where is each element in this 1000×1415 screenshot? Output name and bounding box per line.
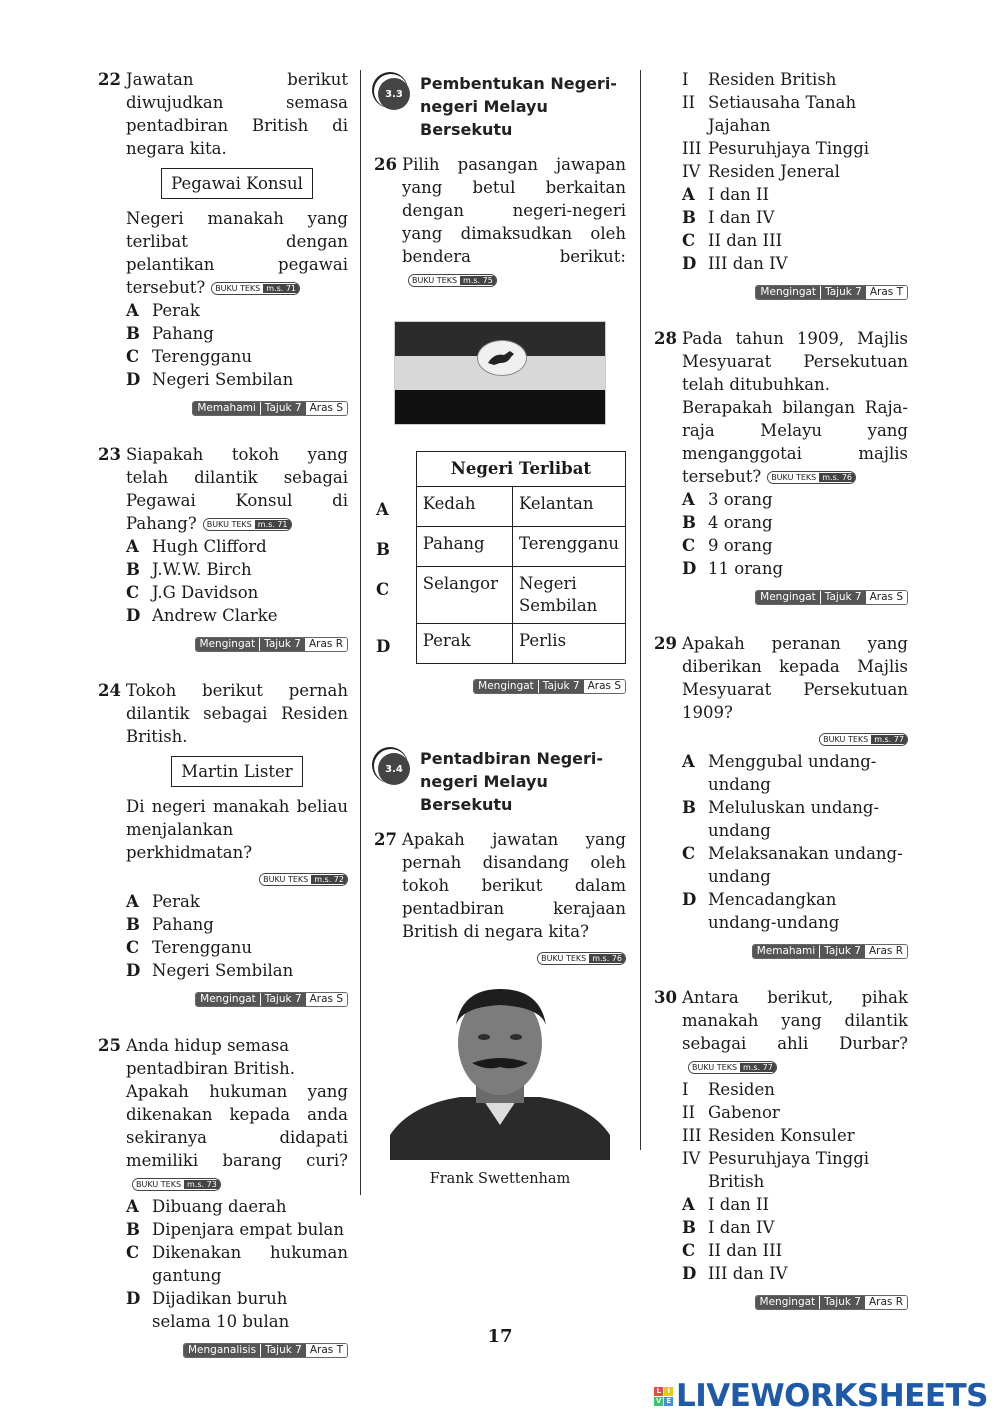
option-a[interactable]: A Menggubal undang-undang — [682, 752, 877, 794]
option-a[interactable]: A Dibuang daerah — [126, 1197, 287, 1216]
question-stem: Tokoh berikut pernah dilantik sebagai Residen British. — [126, 681, 348, 746]
option-c[interactable]: C II dan III — [682, 231, 783, 250]
textbook-ref: BUKU TEKS m.s. 72 — [259, 873, 348, 886]
info-box: Pegawai Konsul — [161, 168, 313, 199]
textbook-ref: BUKU TEKS m.s. 77 — [819, 733, 908, 746]
skill-tag: Menganalisis Tajuk 7 Aras T — [183, 1343, 348, 1358]
question-text: Negeri manakah yang terlibat dengan pelantikan pegawai tersebut? BUKU TEKS m.s. 71 — [126, 209, 348, 297]
question-30 — [654, 986, 908, 1311]
section-title: Pembentukan Negeri-negeri Melayu Bersekutu — [420, 74, 617, 139]
roman-item: I Residen British — [682, 70, 837, 89]
question-stem: Pada tahun 1909, Majlis Mesyuarat Persekutuan telah ditubuhkan. — [682, 329, 908, 394]
answer-table — [376, 451, 626, 664]
table-row[interactable]: C Selangor Negeri Sembilan — [376, 567, 626, 624]
question-24 — [98, 679, 348, 1008]
question-27 — [374, 828, 626, 1191]
option-b[interactable]: B I dan IV — [682, 208, 775, 227]
textbook-ref: BUKU TEKS m.s. 75 — [408, 274, 497, 287]
skill-tag: Mengingat Tajuk 7 Aras S — [755, 590, 908, 605]
option-d[interactable]: D Andrew Clarke — [126, 606, 278, 625]
column-1 — [98, 68, 348, 1385]
question-text: Berapakah bilangan Raja-raja Melayu yang menganggotai majlis tersebut? BUKU TEKS m.s. 76 — [682, 398, 908, 486]
option-a[interactable]: A I dan II — [682, 1195, 770, 1214]
question-stem: Anda hidup semasa pentadbiran British. — [126, 1036, 295, 1078]
option-d[interactable]: D Negeri Sembilan — [126, 961, 294, 980]
option-a[interactable]: A I dan II — [682, 185, 770, 204]
flag-emblem-icon — [477, 340, 527, 376]
textbook-ref: BUKU TEKS m.s. 71 — [203, 518, 292, 531]
section-badge: 3.4 — [378, 753, 410, 785]
option-b[interactable]: B Meluluskan undang-undang — [682, 798, 880, 840]
portrait-caption: Frank Swettenham — [429, 1171, 571, 1187]
option-c[interactable]: C Terengganu — [126, 347, 252, 366]
option-c[interactable]: C 9 orang — [682, 536, 773, 555]
info-box: Martin Lister — [171, 756, 302, 787]
question-number: 29 — [654, 634, 677, 653]
skill-tag: Memahami Tajuk 7 Aras S — [192, 401, 348, 416]
question-stem: Jawatan berikut diwujudkan semasa pentadbiran British di negara kita. — [126, 70, 348, 158]
question-25 — [98, 1034, 348, 1359]
skill-tag: Mengingat Tajuk 7 Aras R — [755, 1295, 908, 1310]
question-stem: Apakah peranan yang diberikan kepada Majlis Mesyuarat Persekutuan 1909? — [682, 634, 908, 722]
option-b[interactable]: B I dan IV — [682, 1218, 775, 1237]
state-flag-image — [394, 321, 606, 425]
question-stem: Apakah jawatan yang pernah disandang oleh tokoh berikut dalam pentadbiran kerajaan British di negara kita? — [402, 830, 626, 941]
question-text: Di negeri manakah beliau menjalankan perkhidmatan? — [126, 797, 348, 862]
option-a[interactable]: A Perak — [126, 301, 200, 320]
option-d[interactable]: D 11 orang — [682, 559, 784, 578]
option-d[interactable]: D Negeri Sembilan — [126, 370, 294, 389]
column-divider — [360, 70, 361, 1195]
section-heading-3-4 — [374, 747, 626, 816]
option-b[interactable]: B Pahang — [126, 915, 214, 934]
textbook-ref: BUKU TEKS m.s. 76 — [767, 471, 856, 484]
textbook-ref: BUKU TEKS m.s. 71 — [211, 282, 300, 295]
option-c[interactable]: C II dan III — [682, 1241, 783, 1260]
option-d[interactable]: D III dan IV — [682, 1264, 788, 1283]
question-22 — [98, 68, 348, 417]
skill-tag: Mengingat Tajuk 7 Aras T — [755, 285, 908, 300]
option-d[interactable]: D Dijadikan buruh selama 10 bulan — [126, 1289, 290, 1331]
skill-tag: Mengingat Tajuk 7 Aras R — [195, 637, 348, 652]
logo-grid-icon: L I V E — [654, 1387, 673, 1406]
table-row[interactable]: A Kedah Kelantan — [376, 487, 626, 527]
option-a[interactable]: A Perak — [126, 892, 200, 911]
column-2 — [374, 68, 626, 1217]
question-stem: Antara berikut, pihak manakah yang dilantik sebagai ahli Durbar?BUKU TEKS m.s. 77 — [682, 988, 908, 1072]
roman-item: IV Pesuruhjaya Tinggi British — [682, 1149, 870, 1191]
option-b[interactable]: B J.W.W. Birch — [126, 560, 252, 579]
roman-item: IV Residen Jeneral — [682, 162, 840, 181]
skill-tag: Mengingat Tajuk 7 Aras S — [195, 992, 348, 1007]
option-b[interactable]: B Pahang — [126, 324, 214, 343]
option-c[interactable]: C Dikenakan hukuman gantung — [126, 1243, 348, 1285]
table-row[interactable]: B Pahang Terengganu — [376, 527, 626, 567]
section-title: Pentadbiran Negeri-negeri Melayu Bersekutu — [420, 749, 604, 814]
roman-item: I Residen — [682, 1080, 775, 1099]
option-c[interactable]: C Terengganu — [126, 938, 252, 957]
option-d[interactable]: D III dan IV — [682, 254, 788, 273]
option-d[interactable]: D Mencadangkan undang-undang — [682, 890, 840, 932]
column-3 — [654, 68, 908, 1337]
option-b[interactable]: B Dipenjara empat bulan — [126, 1220, 344, 1239]
question-26 — [374, 153, 626, 695]
roman-item: III Pesuruhjaya Tinggi — [682, 139, 870, 158]
question-number: 24 — [98, 681, 121, 700]
section-badge: 3.3 — [378, 78, 410, 110]
skill-tag: Memahami Tajuk 7 Aras R — [752, 944, 908, 959]
question-stem: Siapakah tokoh yang telah dilantik sebagai Pegawai Konsul di Pahang? BUKU TEKS m.s. 71 — [126, 445, 348, 533]
liveworksheets-logo[interactable] — [654, 1378, 988, 1414]
table-row[interactable]: D Perak Perlis — [376, 624, 626, 664]
column-divider — [640, 70, 641, 1150]
question-28 — [654, 327, 908, 606]
option-a[interactable]: A Hugh Clifford — [126, 537, 267, 556]
question-27-continued — [654, 68, 908, 301]
roman-item: II Setiausaha Tanah Jajahan — [682, 93, 857, 135]
textbook-ref: BUKU TEKS m.s. 77 — [688, 1061, 777, 1074]
question-number: 22 — [98, 70, 121, 89]
question-number: 26 — [374, 155, 397, 174]
question-23 — [98, 443, 348, 653]
question-29 — [654, 632, 908, 960]
textbook-ref: BUKU TEKS m.s. 76 — [537, 952, 626, 965]
option-c[interactable]: C J.G Davidson — [126, 583, 259, 602]
section-heading-3-3 — [374, 72, 626, 141]
question-text: Apakah hukuman yang dikenakan kepada anda sekiranya didapati memiliki barang curi?BUKU TEKS m.s. 73 — [126, 1082, 348, 1189]
textbook-ref: BUKU TEKS m.s. 73 — [132, 1178, 221, 1191]
table-header: Negeri Terlibat — [416, 452, 625, 487]
question-number: 23 — [98, 445, 121, 464]
skill-tag: Mengingat Tajuk 7 Aras S — [473, 679, 626, 694]
option-c[interactable]: C Melaksanakan undang-undang — [682, 844, 903, 886]
question-stem: Pilih pasangan jawapan yang betul berkaitan dengan negeri-negeri yang dimaksudkan oleh bendera berikut:BUKU TEKS m.s. 75 — [402, 155, 626, 285]
roman-item: III Residen Konsuler — [682, 1126, 855, 1145]
roman-item: II Gabenor — [682, 1103, 780, 1122]
option-a[interactable]: A 3 orang — [682, 490, 773, 509]
question-number: 25 — [98, 1036, 121, 1055]
brand-name: LIVEWORKSHEETS — [676, 1378, 988, 1414]
question-number: 30 — [654, 988, 677, 1007]
portrait-image — [390, 985, 610, 1160]
question-number: 28 — [654, 329, 677, 348]
page-number: 17 — [487, 1326, 513, 1347]
option-b[interactable]: B 4 orang — [682, 513, 773, 532]
question-number: 27 — [374, 830, 397, 849]
